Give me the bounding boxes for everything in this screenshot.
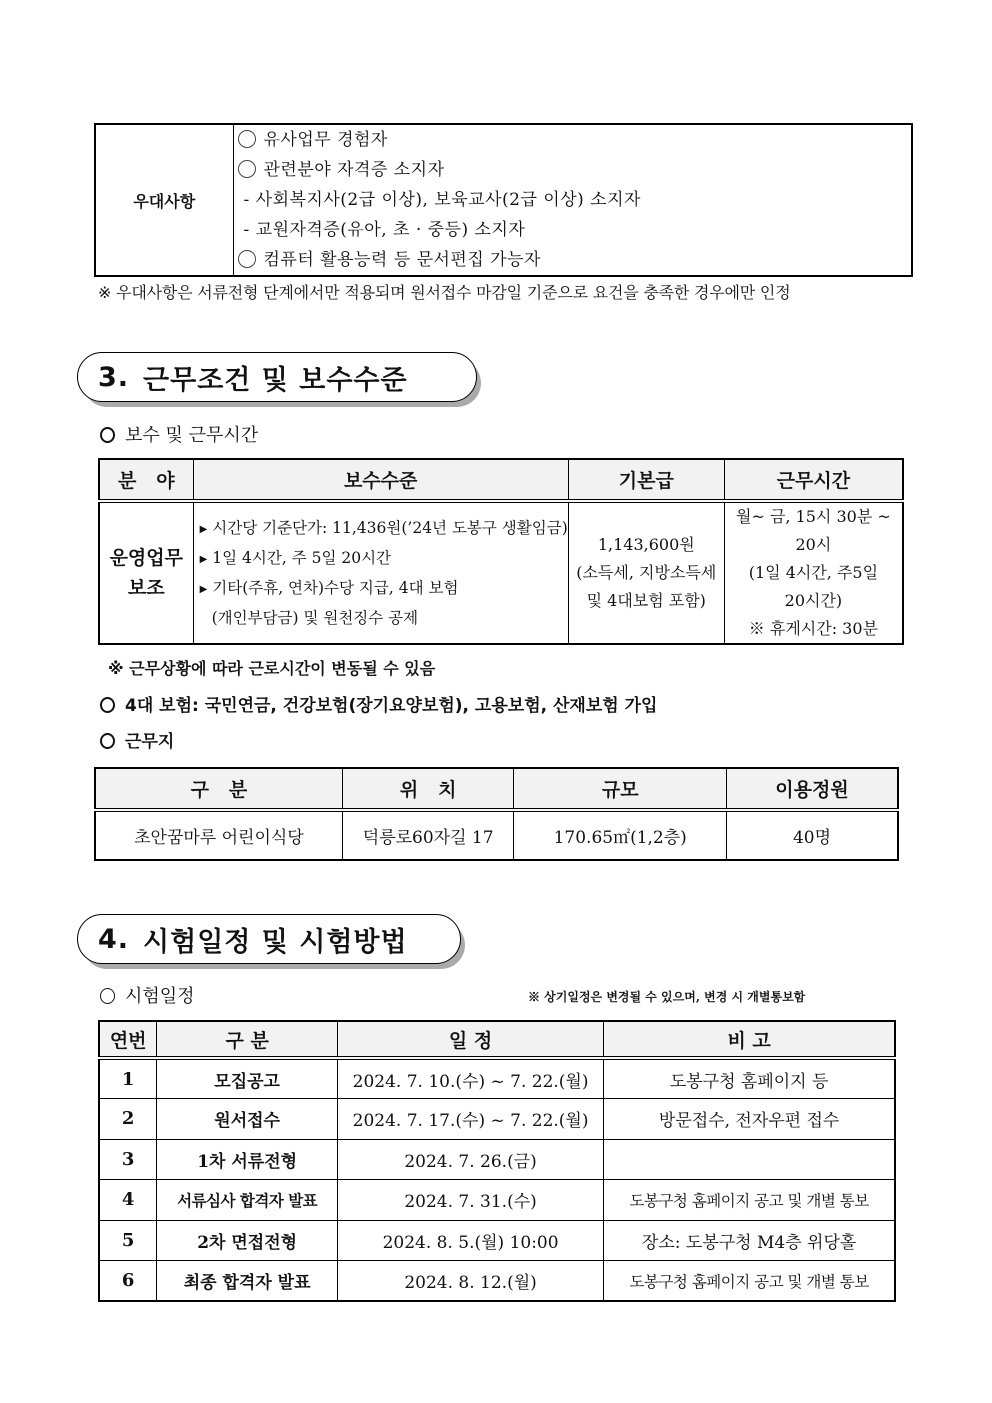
row-remark: 도봉구청 홈페이지 등: [604, 1058, 895, 1099]
base-pay-cell: 1,143,600원 (소득세, 지방소득세 및 4대보험 포함): [568, 501, 724, 644]
header-work-hours: 근무시간: [724, 459, 903, 501]
preferences-table: [94, 123, 913, 277]
row-number: 6: [99, 1261, 157, 1302]
row-date: 2024. 8. 12.(월): [337, 1261, 603, 1302]
preference-item: 관련분야 자격증 소지자: [238, 155, 912, 185]
table-row: [99, 501, 903, 644]
circle-bullet-icon: [238, 250, 256, 268]
circle-bullet-icon: [100, 427, 115, 443]
table-row: [99, 1139, 895, 1180]
row-remark: 장소: 도봉구청 M4층 위당홀: [604, 1220, 895, 1261]
table-row: [99, 1220, 895, 1261]
row-date: 2024. 7. 31.(수): [337, 1180, 603, 1221]
preference-subitem: - 교원자격증(유아, 초 · 중등) 소지자: [243, 220, 526, 240]
table-row: [95, 810, 898, 860]
row-date: 2024. 8. 5.(월) 10:00: [337, 1220, 603, 1261]
pay-subheading: 보수 및 근무시간: [100, 421, 258, 447]
table-row: [99, 1058, 895, 1099]
header-location: 위 치: [342, 768, 514, 810]
table-row: [99, 1099, 895, 1140]
circle-bullet-icon: [100, 733, 115, 749]
preferences-list: [233, 124, 912, 276]
workplace-table: [94, 767, 899, 861]
schedule-note: ※ 상기일정은 변경될 수 있으며, 변경 시 개별통보함: [528, 990, 806, 1004]
circle-bullet-icon: [238, 160, 256, 178]
section-title: 근무조건 및 보수수준: [143, 364, 408, 396]
pay-level-cell: [193, 501, 568, 644]
row-category: 2차 면접전형: [157, 1220, 338, 1261]
schedule-subheading: 시험일정: [100, 982, 195, 1008]
header-field: 분 야: [99, 459, 193, 501]
pay-item: ▶ 1일 4시간, 주 5일 20시간: [199, 549, 392, 567]
row-remark: 도봉구청 홈페이지 공고 및 개별 통보: [604, 1180, 895, 1221]
pay-table: [98, 458, 904, 645]
circle-bullet-icon: [100, 697, 115, 713]
row-date: 2024. 7. 10.(수) ~ 7. 22.(월): [337, 1058, 603, 1099]
schedule-table: [98, 1020, 896, 1302]
header-number: 연번: [99, 1021, 157, 1058]
preference-subitem: - 사회복지사(2급 이상), 보육교사(2급 이상) 소지자: [243, 190, 641, 210]
row-date: 2024. 7. 17.(수) ~ 7. 22.(월): [337, 1099, 603, 1140]
circle-bullet-icon: [238, 130, 256, 148]
header-date: 일 정: [337, 1021, 603, 1058]
table-row: [99, 1261, 895, 1302]
section-3-heading: [77, 352, 477, 402]
header-pay-level: 보수수준: [193, 459, 568, 501]
row-date: 2024. 7. 26.(금): [337, 1139, 603, 1180]
row-remark: 방문접수, 전자우편 접수: [604, 1099, 895, 1140]
workplace-subheading: 근무지: [100, 727, 174, 752]
triangle-bullet-icon: ▶: [199, 584, 208, 595]
insurance-line: 4대 보험: 국민연금, 건강보험(장기요양보험), 고용보험, 산재보험 가입: [100, 691, 657, 716]
section-number: 3.: [98, 361, 130, 393]
table-row: [99, 1180, 895, 1221]
row-category: 원서접수: [157, 1099, 338, 1140]
circle-bullet-icon: [100, 988, 115, 1004]
workplace-address: 덕릉로60자길 17: [342, 810, 514, 860]
work-hours-cell: 월~ 금, 15시 30분 ~ 20시 (1일 4시간, 주5일 20시간) ※ 휴게시간: 30분: [724, 501, 903, 644]
header-category: 구 분: [157, 1021, 338, 1058]
header-remark: 비 고: [604, 1021, 895, 1058]
row-remark: [604, 1139, 895, 1180]
pay-item: ▶ 시간당 기준단가: 11,436원(’24년 도봉구 생활임금): [199, 519, 568, 537]
section-4-heading: [77, 914, 461, 964]
row-number: 3: [99, 1139, 157, 1180]
preference-item: 컴퓨터 활용능력 등 문서편집 가능자: [238, 245, 912, 275]
workplace-name: 초안꿈마루 어린이식당: [95, 810, 342, 860]
row-number: 2: [99, 1099, 157, 1140]
section-number: 4.: [98, 923, 130, 955]
pay-item: ▶ 기타(주휴, 연차)수당 지급, 4대 보험: [199, 579, 459, 597]
row-category: 최종 합격자 발표: [157, 1261, 338, 1302]
header-category: 구 분: [95, 768, 342, 810]
preferences-label: 우대사항: [95, 124, 233, 276]
pay-item-continued: (개인부담금) 및 원천징수 공제: [211, 609, 419, 627]
workplace-size: 170.65㎡(1,2층): [514, 810, 726, 860]
row-remark: 도봉구청 홈페이지 공고 및 개별 통보: [604, 1261, 895, 1302]
preference-item: 유사업무 경험자: [238, 125, 912, 155]
triangle-bullet-icon: ▶: [199, 554, 208, 565]
header-base-pay: 기본급: [568, 459, 724, 501]
field-cell: 운영업무 보조: [99, 501, 193, 644]
row-number: 4: [99, 1180, 157, 1221]
row-category: 서류심사 합격자 발표: [157, 1180, 338, 1221]
section-title: 시험일정 및 시험방법: [143, 926, 408, 958]
header-capacity: 이용정원: [726, 768, 898, 810]
row-number: 5: [99, 1220, 157, 1261]
preferences-note: ※ 우대사항은 서류전형 단계에서만 적용되며 원서접수 마감일 기준으로 요건을 충족한 경우에만 인정: [98, 283, 791, 302]
row-category: 1차 서류전형: [157, 1139, 338, 1180]
header-size: 규모: [514, 768, 726, 810]
workplace-capacity: 40명: [726, 810, 898, 860]
work-hours-note: ※ 근무상황에 따라 근로시간이 변동될 수 있음: [108, 659, 436, 678]
triangle-bullet-icon: ▶: [199, 524, 208, 535]
row-number: 1: [99, 1058, 157, 1099]
row-category: 모집공고: [157, 1058, 338, 1099]
